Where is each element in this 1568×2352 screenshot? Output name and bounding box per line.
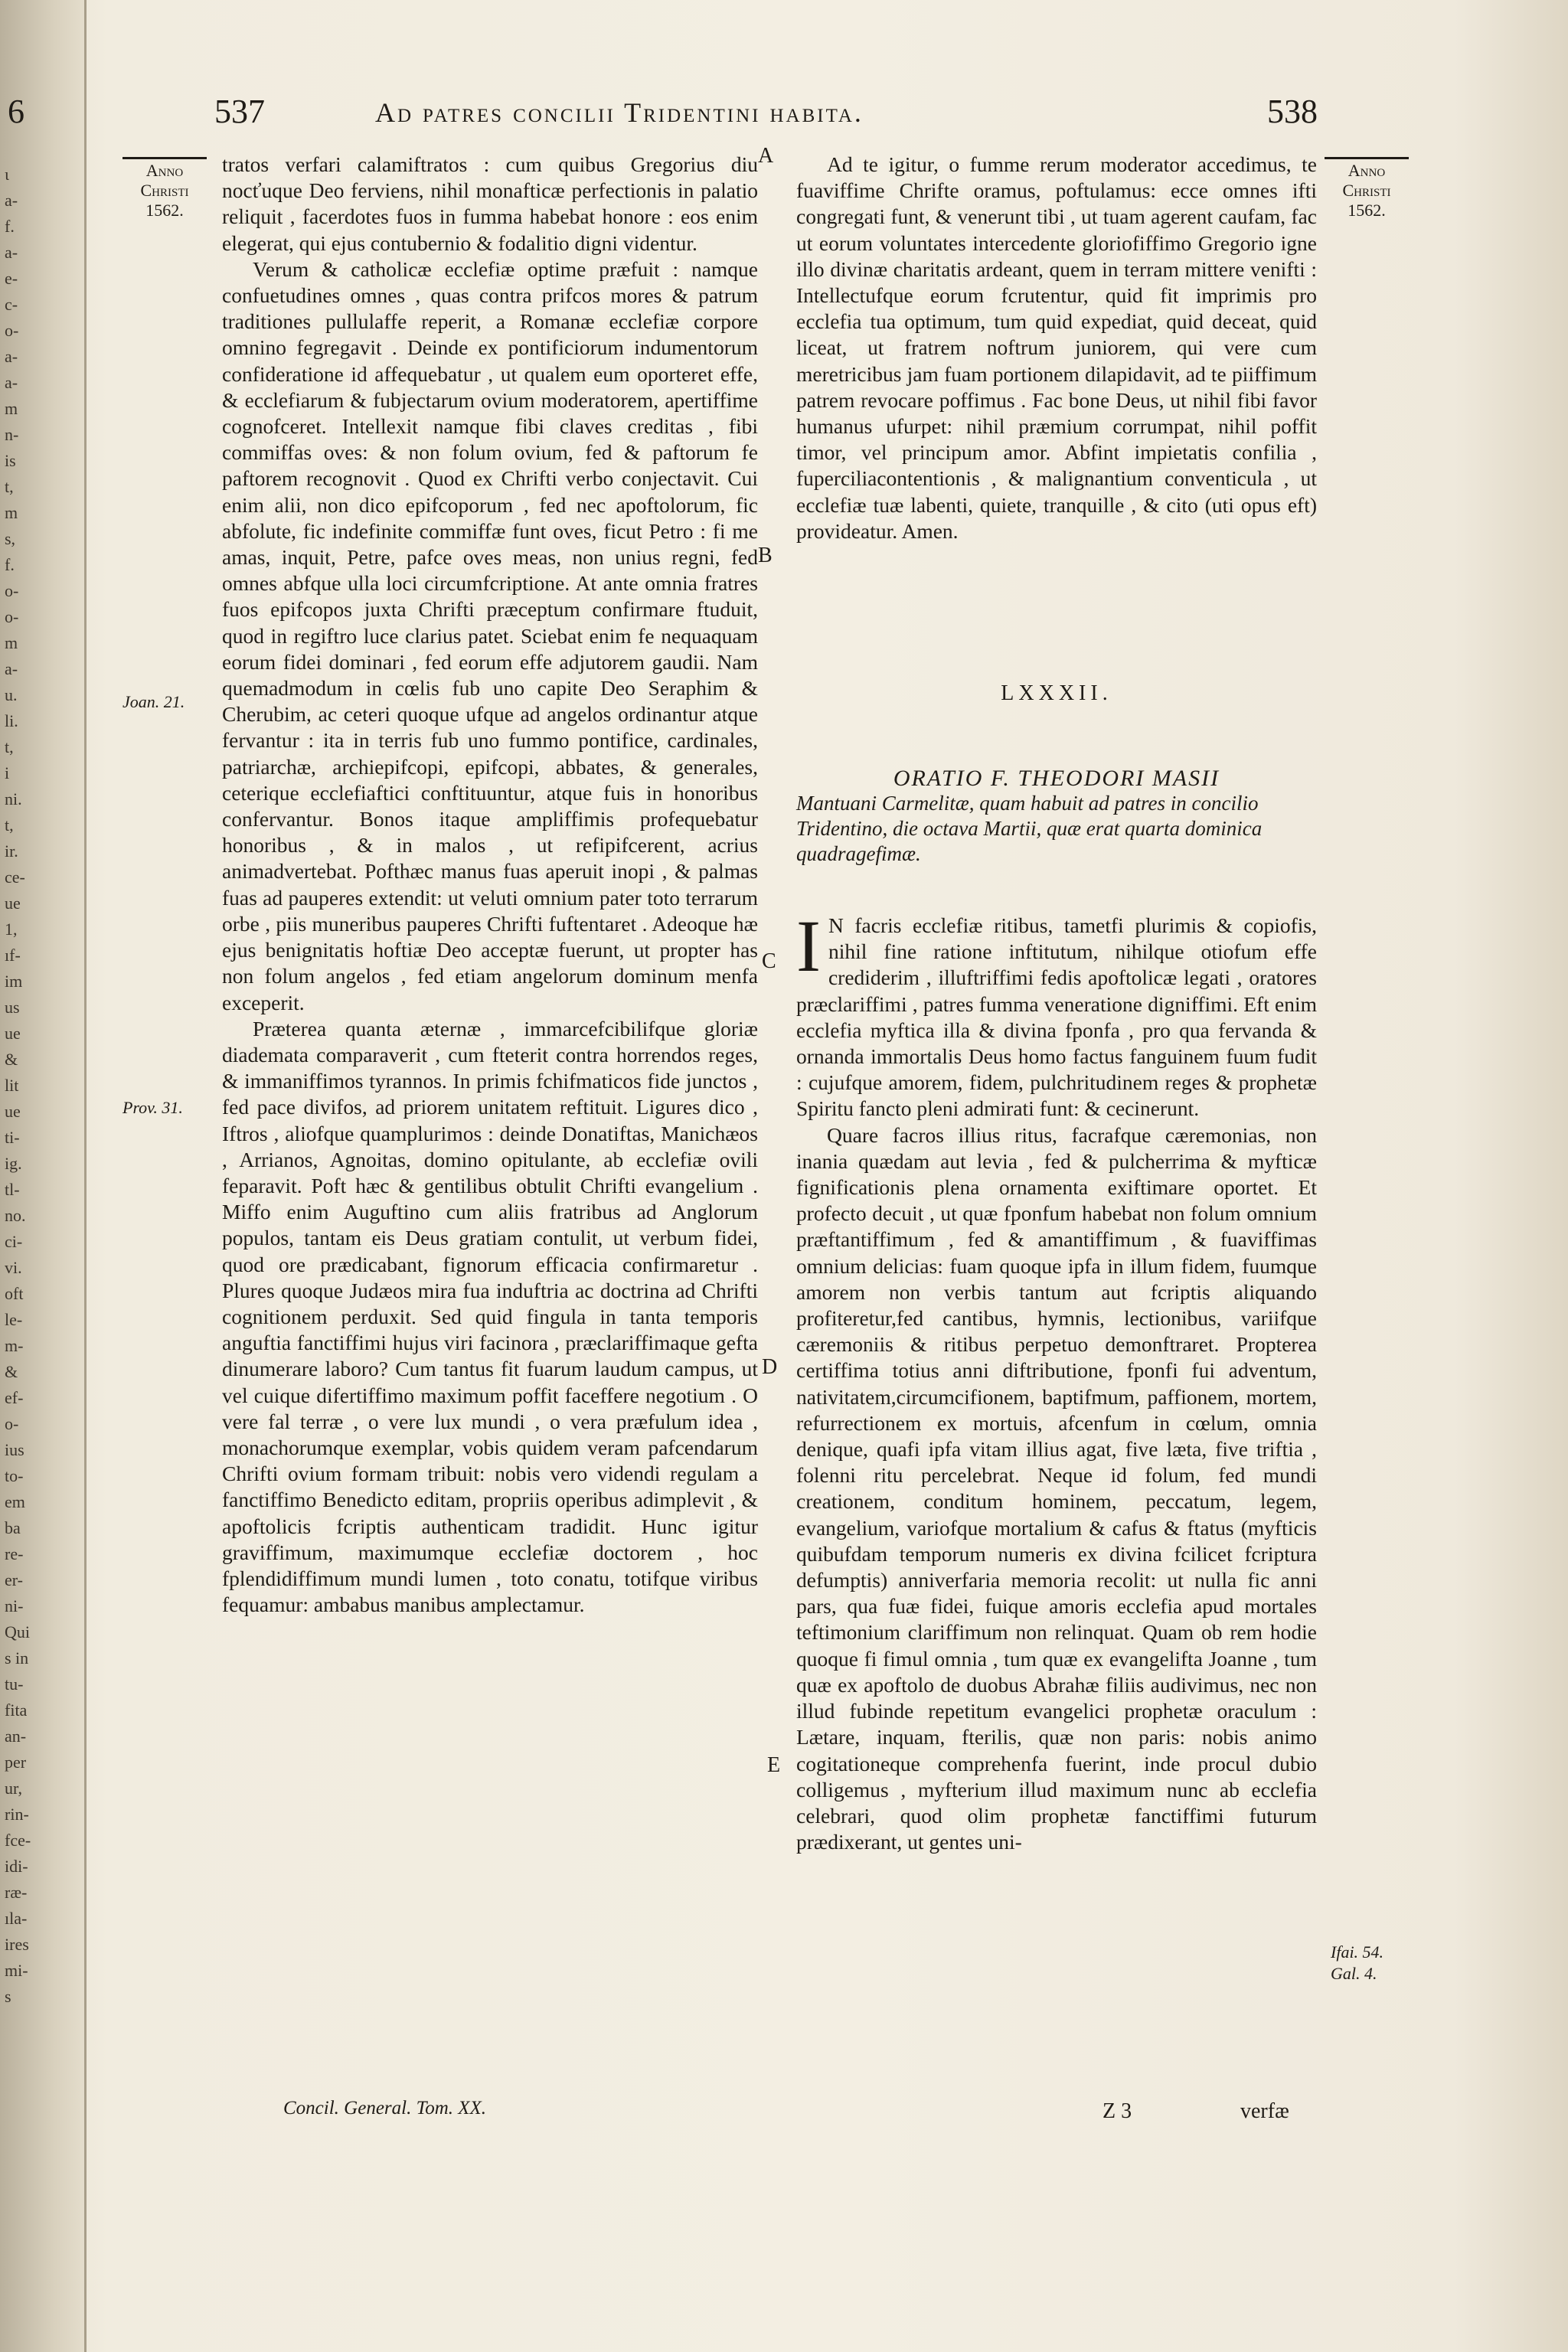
gutter-fragment: ires [5,1935,29,1954]
far-left-page-number: 6 [8,93,24,130]
gutter-fragment: c- [5,295,18,314]
section-letter-c: C [762,949,776,973]
paragraph: tratos verfari calamiftratos : cum quibus Gregorius diu nocťuque Deo ferviens, nihil monafticæ perfectionis in palatio reliquit , facerdotes fuos in fumma habebat honore : eos enim elegerat, qui ejus contubernio & fodalitio digni videntur. [222,152,758,255]
oratio-title: ORATIO F. THEODORI MASII [893,766,1220,791]
right-column-body [796,905,1317,1855]
gutter-fragment: tu- [5,1674,24,1694]
gutter-fragment: s in [5,1648,29,1668]
gutter-fragment: ıf- [5,946,21,965]
gutter-fragment: a- [5,659,18,678]
gutter-fragment: & [5,1362,18,1381]
gutter-fragment: o- [5,1414,19,1433]
gutter-fragment: t, [5,815,14,835]
gutter-fragment: o- [5,607,19,626]
gutter-fragment: ig. [5,1154,22,1173]
gutter-fragment: re- [5,1544,24,1563]
gutter-fragment: ef- [5,1388,24,1407]
anno-line: Christi [1342,181,1391,200]
anno-line: Anno [145,161,184,180]
gutter-fragment: ue [5,893,21,913]
gutter-fragment: ue [5,1102,21,1121]
left-column [222,152,758,1618]
gutter-fragment: er- [5,1570,23,1589]
gutter-fragment: f. [5,217,15,236]
gutter-fragment: i [5,763,10,782]
margin-note-isai: Ifai. 54. [1331,1942,1384,1962]
paragraph: Ad te igitur, o fumme rerum moderator accedimus, te fuaviffime Chrifte oramus, poftulamus: ecce omnes ifti congregati funt, & venerunt tibi , ut tuam agerent caufam, fac ut eorum voluntates intercedente gloriofiffimo Gregorio igne illo divinæ charitatis ardeant, quem in terram mittere venifti : Intellectufque eorum fcrutentur, quid fit imprimis pro ecclefia tua optimum, tum quid expediat, quid deceat, quid liceat, ut fratrem noftrum juniorem, qui vere cum meretricibus jam fuam portionem dilapidavit, ad te piiffimum patrem revocare poffimus . Fac bone Deus, ut nihil fibi favor humanus ufurpet: nihil præmium corrumpat, nihil poffit timor, vel principum amor. Abfint impietatis confilia , fuperciliacontentionis , & malignantium conventicula , ut ecclefiæ tuæ labenti, quiete, tranquille , & cito (uti opus eft) provideatur. Amen. [796,152,1317,543]
gutter-fragment: ue [5,1024,21,1043]
anno-rule [122,157,207,159]
gutter-fragment: o- [5,581,19,600]
gutter-fragment: ti- [5,1128,20,1147]
gutter-fragment: ıla- [5,1909,28,1928]
gutter-fragment: ræ- [5,1883,28,1902]
gutter-fragment: vi. [5,1258,22,1277]
anno-rule [1325,157,1409,159]
gutter-fragment: oft [5,1284,24,1303]
gutter-fragment: e- [5,269,18,288]
gutter-fragment: im [5,972,23,991]
gutter-fragment: ci- [5,1232,23,1251]
gutter-fragment: ba [5,1518,21,1537]
gutter-fragment: fita [5,1700,28,1720]
gutter-fragment: idi- [5,1857,28,1876]
anno-year: 1562. [145,201,184,220]
gutter-fragment: mi- [5,1961,28,1980]
drop-cap: I [796,905,821,987]
gutter-fragment: f. [5,555,15,574]
gutter-fragment: o- [5,321,19,340]
gutter-fragment: em [5,1492,25,1511]
gutter-fragment: is [5,451,16,470]
gutter-fragment: tl- [5,1180,20,1199]
gutter-fragment: le- [5,1310,23,1329]
running-header [0,92,1568,145]
gutter-fragment: li. [5,711,18,730]
gutter-fragment: t, [5,477,14,496]
margin-note-prov: Prov. 31. [122,1098,183,1117]
gutter-fragment: a- [5,347,18,366]
oratio-heading [796,766,1317,867]
gutter-fragment: fce- [5,1831,31,1850]
paragraph [796,905,1317,1122]
gutter-fragment: per [5,1753,27,1772]
paragraph: Præterea quanta æternæ , immarcefcibilifque gloriæ diademata comparaverit , cum fteterit contra horrendos reges, & immaniffimos tyrannos. In primis fchifmaticos fide junctos , fed pace divifos, ad priorem unitatem reftituit. Ligures dico , Iftros , aliofque quamplurimos : deinde Donatiftas, Manichæos , Arrianos, Agnoitas, domino opitulante, ab ecclefiæ ovili feparavit. Poft hæc & gentilibus obtulit Chrifti evangelium . Miffo enim Auguftino cum aliis fratribus ad Anglorum populos, tantam eis Deus gratiam contulit, ut verbum fidei, quod ore prædicabant, fignorum efficacia confirmaretur . Plures quoque Judæos mira fua induftria ac doctrina ad Chrifti cognitionem perduxit. Sed quid fingula in tanta temporis anguftia fanctiffimi hujus viri facinora , præclariffimaque gefta dinumerare laboro? Cum tantus fit fuarum laudum campus, ut vel cuique difertiffimo maximum poffit faceffere negotium . O vere fal terræ , o vere lux mundi , o vera præfulum idea , monachorumque exemplar, vobis quidem veram pafcendarum Chrifti ovium formam tribuit: nobis vero videndi regulam a fanctiffimo Benedicto editam, propriis operibus adimplevit , & apoftolicis fcriptis authenticam tradidit. Hunc igitur graviffimum, maximumque ecclefiæ doctorem , hoc fplendidiffimum mundi lumen , toto conatu, totifque viribus fequamur: ambabus manibus amplectamur. [222,1016,758,1617]
gutter-fragment: m- [5,1336,24,1355]
section-letter-a: A [758,144,774,168]
anno-year: 1562. [1348,201,1386,220]
gutter-fragment: ur, [5,1779,22,1798]
gutter-fragment: t, [5,737,14,756]
section-letter-d: D [762,1355,778,1379]
gutter-fragment: ι [5,165,9,184]
gutter-fragment: n- [5,425,19,444]
left-page-number: 537 [214,93,265,130]
gutter-fragment: m [5,503,18,522]
gutter-fragment: lit [5,1076,19,1095]
gutter-fragment: m [5,633,18,652]
margin-note-gal: Gal. 4. [1331,1964,1377,1983]
gutter-fragment: s, [5,529,16,548]
gutter-fragment: an- [5,1726,27,1746]
gutter-fragment: us [5,998,20,1017]
gutter-fragment: ni- [5,1596,24,1615]
anno-christi-left [122,157,207,220]
gutter-fragment: ir. [5,841,18,861]
anno-line: Christi [140,181,189,200]
section-letter-e: E [767,1753,781,1777]
signature-mark: Z 3 [1102,2099,1132,2123]
gutter-fragment: no. [5,1206,26,1225]
anno-christi-right [1325,157,1409,220]
section-number: LXXXII. [1001,681,1112,705]
paragraph: Verum & catholicæ ecclefiæ optime præfuit : namque confuetudines omnes , quas contra prifcos mores & patrum traditiones pullulaffe reperit, a Romanæ ecclefiæ corpore omnino fegregavit . Deinde ex pontificiorum indumentorum confideratione id affequebatur , ut qualem eum oporteret effe, & ecclefiarum & fubjectarum ovium moderatorem, apertiffime cognofceret. Intellexit namque fibi claves creditas , fibi commiffas oves: & non folum ovium, fed & paftorum fe paftorem recognovit . Quod ex Chrifti verbo conjectavit. Cui enim alii, non dico epifcoporum , fed nec apoftolorum, fic abfolute, fic indefinite commiffæ funt oves, ficut Petro : fi me amas, inquit, Petre, pafce oves meas, non unius regni, fed omnes abfque ulla loci circumfcriptione. At ante omnia fratres fuos epifcopos juxta Chrifti præceptum confirmare ftuduit, quod in regiftro luce clarius patet. Sciebat enim fe nequaquam eorum fidei dominari , fed eorum effe adjutorem gaudii. Nam quemadmodum in cœlis fub uno capite Deo Seraphim & Cherubim, ac ceteri quoque ufque ad angelos ordinantur atque fervantur : ita in terris fub uno fummo pontifice, cardinales, patriarchæ, archiepifcopi, epifcopi, abbates, & generales, ceterique ecclefiaftici conftituuntur, atque fuis in honoribus confervantur. Bonos itaque ampliffimis profequebatur honoribus , & in malos , ut refipifcerent, acrius animadvertebat. Pofthæc manus fuas aperuit inopi , & palmas fuas ad pauperes extendit: ut veluti omnium pater toto terrarum orbe , piis muneribus pauperes Chrifti fuftentaret . Adeoque hæ ejus benignitatis hoftiæ Deo acceptæ fuerunt, ut propter has non folum angelos , fed etiam angelorum dominum menfa exceperit. [222,256,758,1014]
gutter-fragment: a- [5,243,18,262]
gutter-fragment: s [5,1987,11,2006]
section-letter-b: B [758,544,773,567]
oratio-subtitle: Mantuani Carmelitæ, quam habuit ad patres in concilio Tridentino, die octava Martii, quæ erat quarta dominica quadragefimæ. [796,792,1263,865]
gutter-fragment: ce- [5,867,25,887]
gutter-fragment: u. [5,685,18,704]
gutter-fragment: 1, [5,920,18,939]
right-page-number: 538 [1267,93,1318,130]
gutter-fragment: a- [5,191,18,210]
gutter-fragment: ni. [5,789,22,808]
signature-note: Concil. General. Tom. XX. [283,2098,487,2118]
right-column-top [796,152,1317,544]
gutter-fragment: & [5,1050,18,1069]
paragraph: Quare facros illius ritus, facrafque cæremonias, non inania quædam aut levia , fed & pulcherrima & myfticæ fignificationis plena ornamenta exiftimare oportet. Et profecto decuit , ut quæ fponfum habebat non folum omnium præftantiffimum , fed & amantiffimum , & fuaviffimas omnium delicias: fuam quoque ipfa in illum fidem, fuumque amorem non verbis tantum aut fcriptis aliquando profiteretur,fed cantibus, hymnis, lectionibus, variifque cæremoniis & ritibus perpetuo demonftraret. Propterea certiffima totius anni diftributione, fponfi fui adventum, nativitatem,circumcifionem, baptifmum, paffionem, mortem, refurrectionem ex mortuis, afcenfum in cœlum, omnia denique, quafi ipfa vitam illius agat, five læta, five triftia , folenni ritu percelebrat. Neque id folum, fed mundi creationem, conditum hominem, peccatum, legem, evangelium, variofque mortalium & cafus & ftatus (myfticis quibufdam temporum numeris ex divina fcilicet fcriptura defumptis) anniverfaria memoria recolit: ut nulla fic anni pars, qua fuæ fidei, fuique amoris ecclefia apud mortales teftimonium clariffimum non relinquat. Quam ob rem hodie quoque fi fimul omnia , tum quæ ex evangelifta Joanne , tum quæ ex apoftolo de duobus Abrahæ filiis audivimus, nec non illud fubinde repetitum evangelici prophetæ oraculum : Lætare, inquam, fterilis, quæ non paris: nobis animo cogitationeque comprehenfa fuerint, inde procul dubio colligemus , myfterium illud maximum nunc ab ecclefia celebrari, quod olim prophetæ fanctiffimi futurum prædixerant, ut gentes uni- [796,1122,1317,1854]
anno-line: Anno [1348,161,1386,180]
gutter-fragment: to- [5,1466,24,1485]
paragraph-text: N facris ecclefiæ ritibus, tametfi plurimis & copiofis, nihil fine ratione inftitutum, nihilque otiofum effe crediderim , illuftriffimi fedis apoftolicæ legati , oratores præclariffimi , patres fumma veneratione digniffimi. Eft enim ecclefia myftica illa & divina fponfa , pro qua fervanda & ornanda immortalis Deus homo factus fanguinem fuum fudit : cujufque amorem, fidem, pulchritudinem reges & prophetæ Spiritu fancto pleni admirati funt: & cecinerunt. [796,913,1317,1121]
gutter-fragment: ius [5,1440,24,1459]
running-title: Ad patres concilii Tridentini habita. [375,97,864,128]
gutter-fragment: a- [5,373,18,392]
gutter-fragment: m [5,399,18,418]
gutter-fragment: rin- [5,1805,29,1824]
catchword: verfæ [1240,2099,1289,2123]
gutter-fragment: Qui [5,1622,30,1642]
margin-note-joan: Joan. 21. [122,692,185,711]
